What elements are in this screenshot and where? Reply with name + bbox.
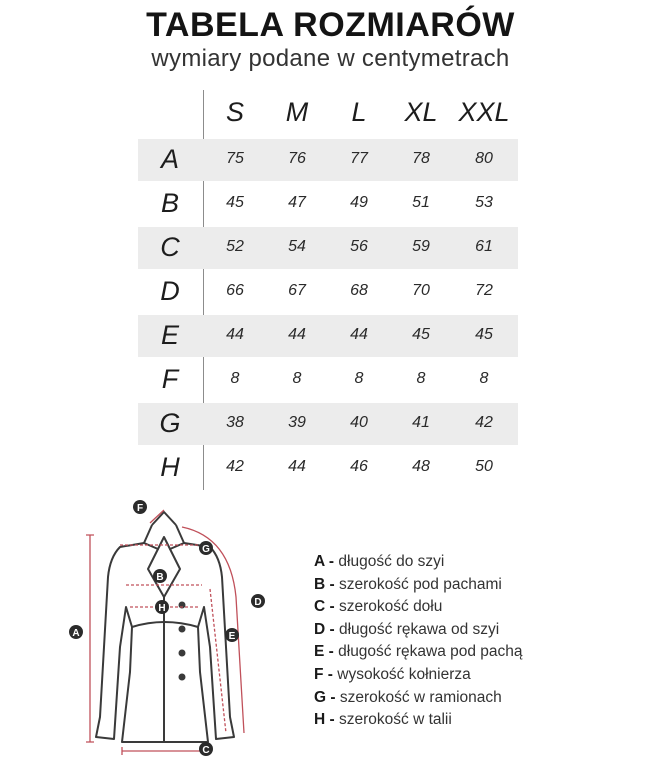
table-row-h bbox=[138, 447, 518, 489]
table-cell: 61 bbox=[475, 238, 493, 255]
marker-h bbox=[155, 600, 169, 614]
legend-item-h: H - szerokość w talii bbox=[314, 711, 452, 729]
column-header-m: M bbox=[285, 97, 309, 127]
table-cell: 8 bbox=[354, 370, 364, 387]
svg-text:G: G bbox=[202, 544, 210, 555]
table-cell: 50 bbox=[475, 458, 493, 475]
legend-text: długość rękawa pod pachą bbox=[338, 643, 523, 661]
table-row-f bbox=[138, 359, 518, 401]
row-label: H bbox=[160, 452, 180, 482]
row-label: F bbox=[161, 364, 179, 394]
legend-text: szerokość w talii bbox=[338, 711, 452, 729]
marker-a bbox=[69, 625, 83, 639]
measurement-markers bbox=[69, 500, 265, 756]
svg-text:E: E bbox=[228, 631, 236, 642]
table-cell: 45 bbox=[412, 326, 430, 343]
table-row-a bbox=[138, 139, 518, 181]
legend-item-f: F - wysokość kołnierza bbox=[314, 665, 471, 683]
table-cell: 72 bbox=[475, 282, 493, 299]
page-subtitle: wymiary podane w centymetrach bbox=[151, 45, 510, 72]
table-cell: 70 bbox=[412, 282, 430, 299]
table-row-g bbox=[138, 403, 518, 445]
svg-text:C: C bbox=[202, 745, 210, 756]
table-header-row bbox=[138, 93, 518, 137]
column-header-xl: XL bbox=[404, 97, 438, 127]
legend-item-a: A - długość do szyi bbox=[314, 553, 445, 570]
legend-text: wysokość kołnierza bbox=[337, 665, 471, 683]
table-row-d bbox=[138, 271, 518, 313]
legend-letter: F bbox=[314, 665, 324, 683]
legend-item-e: E - długość rękawa pod pachą bbox=[314, 643, 523, 661]
legend-text: szerokość pod pachami bbox=[338, 575, 502, 593]
marker-e bbox=[225, 628, 239, 642]
marker-d bbox=[251, 594, 265, 608]
table-cell: 40 bbox=[350, 414, 368, 431]
table-cell: 49 bbox=[350, 194, 368, 211]
table-cell: 44 bbox=[226, 326, 244, 343]
table-cell: 39 bbox=[288, 414, 306, 431]
table-cell: 41 bbox=[412, 414, 430, 431]
table-cell: 77 bbox=[350, 150, 368, 167]
column-header-s: S bbox=[225, 97, 244, 127]
coat-outline-icon bbox=[96, 512, 234, 742]
table-cell: 45 bbox=[226, 194, 244, 211]
table-row-e bbox=[138, 315, 518, 357]
table-cell: 46 bbox=[350, 458, 368, 475]
legend-letter: G bbox=[314, 688, 327, 706]
row-label: E bbox=[160, 320, 179, 350]
table-cell: 78 bbox=[412, 150, 430, 167]
legend-item-c: C - szerokość dołu bbox=[314, 598, 443, 616]
measurement-legend bbox=[314, 553, 523, 734]
svg-text:F: F bbox=[136, 503, 144, 514]
table-row-c bbox=[138, 227, 518, 269]
table-cell: 80 bbox=[475, 150, 493, 167]
table-cell: 8 bbox=[479, 370, 489, 387]
table-cell: 48 bbox=[412, 458, 430, 475]
table-cell: 52 bbox=[226, 238, 244, 255]
row-label: G bbox=[159, 408, 181, 438]
legend-item-g: G - szerokość w ramionach bbox=[314, 688, 502, 706]
marker-c bbox=[199, 742, 213, 756]
table-cell: 66 bbox=[226, 282, 244, 299]
legend-letter: A bbox=[314, 553, 325, 570]
legend-letter: C bbox=[314, 598, 326, 616]
table-cell: 51 bbox=[412, 194, 430, 211]
table-cell: 45 bbox=[475, 326, 493, 343]
marker-b bbox=[153, 569, 167, 583]
row-label: D bbox=[160, 276, 180, 306]
table-cell: 59 bbox=[412, 238, 430, 255]
column-header-l: L bbox=[351, 97, 367, 127]
table-cell: 47 bbox=[288, 194, 306, 211]
legend-text: długość rękawa od szyi bbox=[338, 620, 500, 638]
svg-text:H: H bbox=[158, 603, 166, 614]
legend-letter: H bbox=[314, 711, 326, 729]
table-cell: 8 bbox=[416, 370, 426, 387]
legend-item-b: B - szerokość pod pachami bbox=[314, 575, 502, 593]
table-cell: 8 bbox=[292, 370, 302, 387]
table-cell: 53 bbox=[475, 194, 493, 211]
legend-letter: D bbox=[314, 620, 326, 638]
table-cell: 44 bbox=[350, 326, 368, 343]
legend-letter: E bbox=[314, 643, 325, 661]
row-label: C bbox=[160, 232, 180, 262]
row-label: B bbox=[160, 188, 179, 218]
table-cell: 42 bbox=[226, 458, 244, 475]
table-cell: 44 bbox=[288, 458, 306, 475]
table-cell: 44 bbox=[288, 326, 306, 343]
coat-diagram bbox=[60, 497, 280, 767]
svg-text:B: B bbox=[156, 572, 164, 583]
table-cell: 68 bbox=[350, 282, 368, 299]
table-cell: 54 bbox=[288, 238, 306, 255]
table-cell: 67 bbox=[288, 282, 306, 299]
marker-g bbox=[199, 541, 213, 555]
page-title: TABELA ROZMIARÓW bbox=[146, 6, 515, 44]
table-cell: 56 bbox=[350, 238, 368, 255]
svg-text:D: D bbox=[254, 597, 262, 608]
row-label: A bbox=[160, 144, 179, 174]
column-header-xxl: XXL bbox=[458, 97, 510, 127]
legend-letter: B bbox=[314, 575, 326, 593]
table-cell: 38 bbox=[226, 414, 244, 431]
table-row-b bbox=[138, 183, 518, 225]
table-cell: 42 bbox=[475, 414, 493, 431]
legend-text: szerokość w ramionach bbox=[339, 688, 502, 706]
svg-text:A: A bbox=[72, 628, 80, 639]
marker-f bbox=[133, 500, 147, 514]
legend-item-d: D - długość rękawa od szyi bbox=[314, 620, 500, 638]
table-cell: 75 bbox=[226, 150, 244, 167]
table-cell: 8 bbox=[230, 370, 240, 387]
legend-text: szerokość dołu bbox=[338, 598, 443, 616]
legend-text: długość do szyi bbox=[338, 553, 445, 570]
table-cell: 76 bbox=[288, 150, 306, 167]
